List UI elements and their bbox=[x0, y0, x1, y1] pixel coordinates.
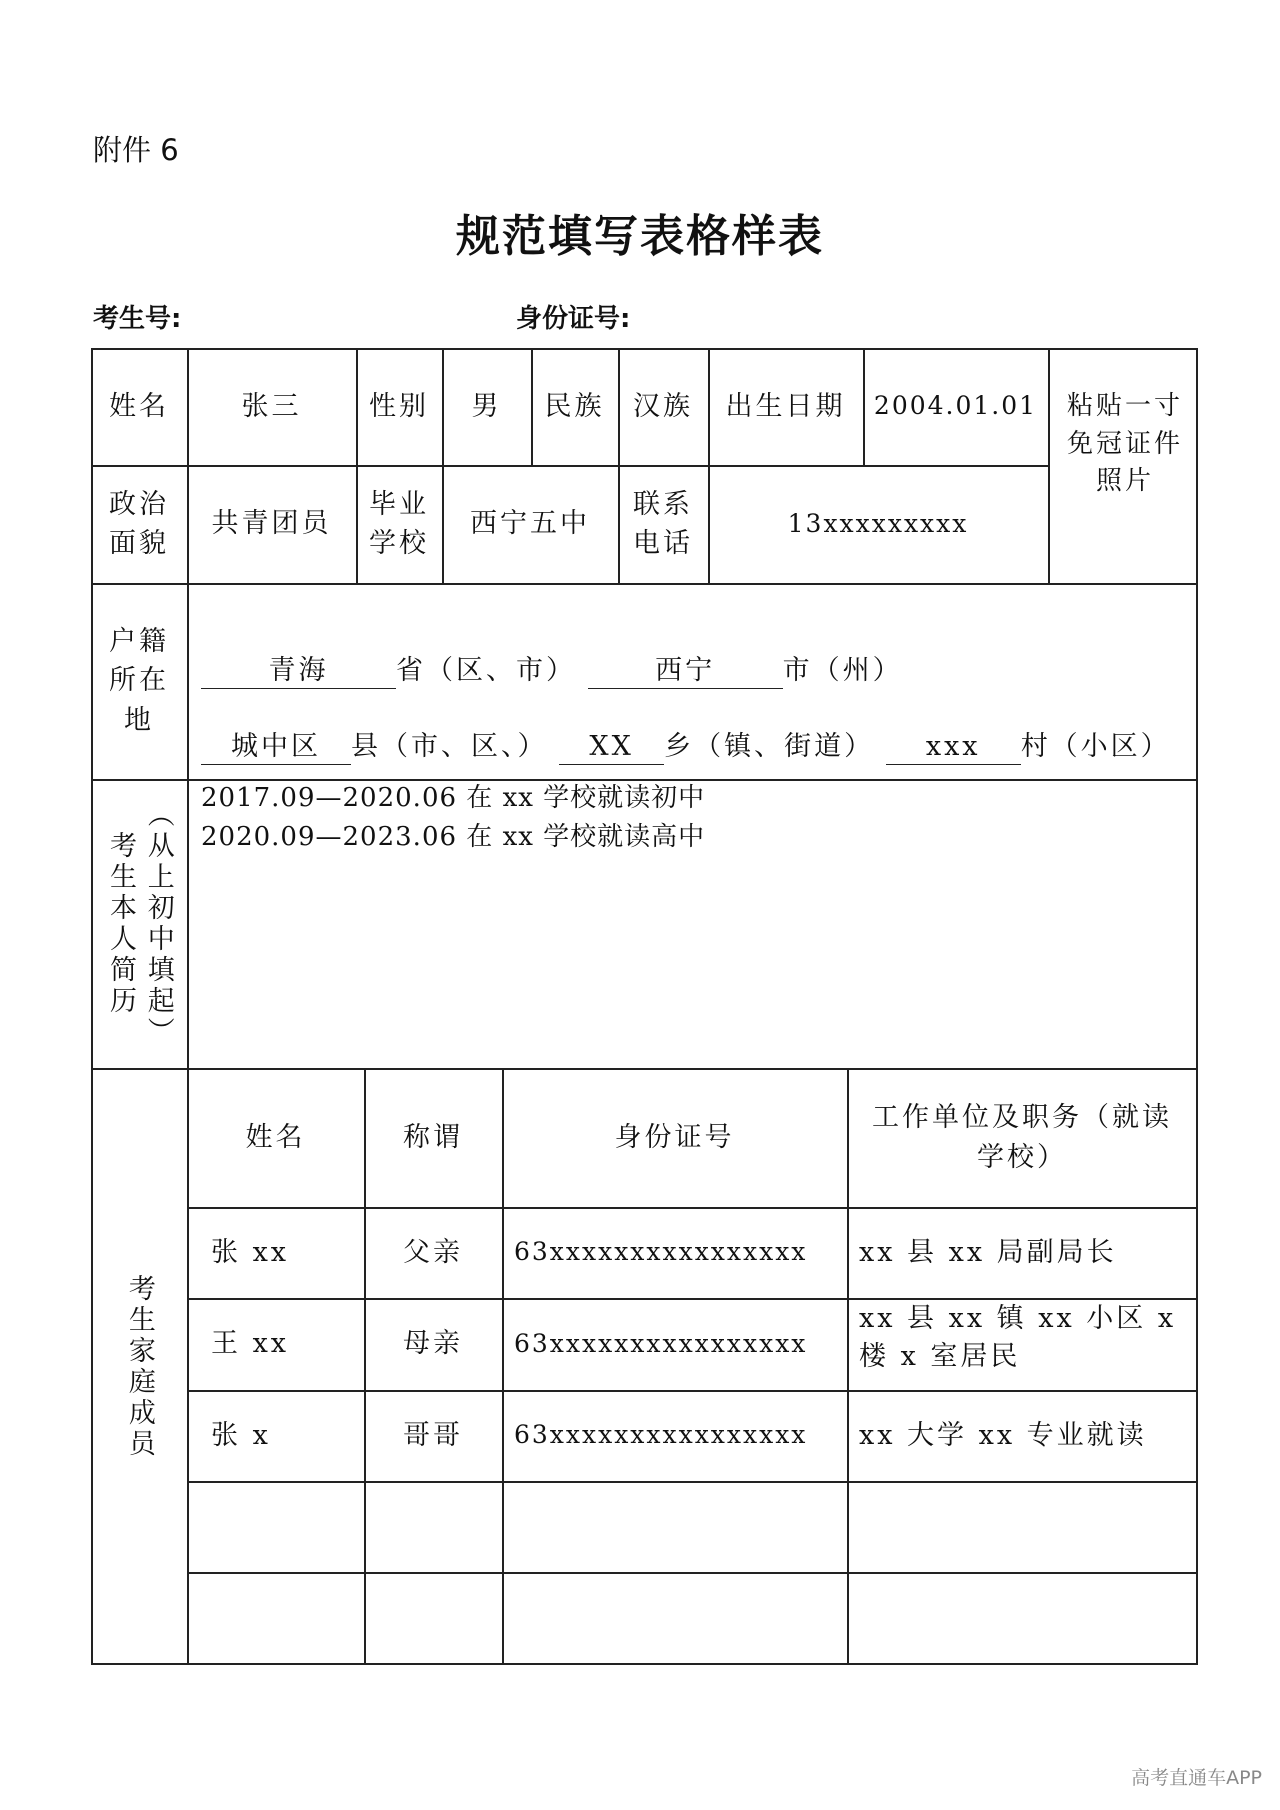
name-value: 张三 bbox=[241, 390, 302, 422]
family-member-name: 王 xx bbox=[211, 1328, 290, 1360]
school-label: 毕业学校 bbox=[369, 488, 429, 559]
family-header-work: 工作单位及职务（就读学校） bbox=[872, 1102, 1172, 1173]
resume-entries bbox=[201, 779, 705, 857]
hukou-line-1 bbox=[201, 648, 903, 689]
resume-line: 2020.09—2023.06 在 xx 学校就读高中 bbox=[201, 822, 706, 852]
name-label: 姓名 bbox=[109, 390, 169, 422]
political-status-value: 共青团员 bbox=[211, 508, 332, 540]
family-header-id: 身份证号 bbox=[614, 1121, 735, 1153]
family-member-name bbox=[187, 1481, 364, 1572]
resume-label-cell bbox=[91, 779, 187, 1068]
hukou-label: 户籍所在地 bbox=[109, 626, 169, 736]
family-member-id: 63xxxxxxxxxxxxxxxx bbox=[514, 1237, 808, 1267]
family-member-name bbox=[187, 1572, 364, 1663]
watermark: 高考直通车APP bbox=[1131, 1767, 1262, 1789]
hukou-city-suffix: 市（州） bbox=[782, 655, 903, 686]
family-label: 考生家庭成员 bbox=[123, 1273, 155, 1460]
gender-value: 男 bbox=[471, 390, 502, 422]
attachment-label: 附件 6 bbox=[93, 133, 179, 167]
hukou-town-suffix: 乡（镇、街道） bbox=[664, 731, 875, 762]
hukou-village: xxx bbox=[886, 729, 1021, 765]
family-member-work: xx 大学 xx 专业就读 bbox=[859, 1419, 1147, 1451]
phone-value: 13xxxxxxxxx bbox=[787, 508, 969, 538]
hukou-village-suffix: 村（小区） bbox=[1020, 731, 1171, 762]
registration-form-table bbox=[91, 348, 1198, 1665]
resume-label-note: （从上初中填起） bbox=[142, 799, 174, 1048]
ethnicity-label: 民族 bbox=[544, 390, 605, 422]
resume-label: 考生本人简历 bbox=[105, 830, 136, 1017]
gender-label: 性别 bbox=[369, 390, 429, 422]
family-label-cell bbox=[91, 1068, 187, 1665]
family-member-name: 张 xx bbox=[211, 1236, 290, 1268]
photo-placeholder: 粘贴一寸免冠证件照片 bbox=[1066, 391, 1183, 497]
hukou-county-suffix: 县（市、区、） bbox=[351, 731, 548, 762]
family-member-relation: 母亲 bbox=[403, 1328, 463, 1360]
family-member-id: 63xxxxxxxxxxxxxxxx bbox=[514, 1328, 808, 1358]
hukou-province-suffix: 省（区、市） bbox=[396, 655, 576, 686]
hukou-town: XX bbox=[559, 729, 664, 765]
family-header-relation: 称谓 bbox=[403, 1121, 463, 1153]
birth-date-label: 出生日期 bbox=[725, 390, 846, 422]
birth-date-value: 2004.01.01 bbox=[873, 391, 1038, 421]
hukou-city: 西宁 bbox=[588, 653, 783, 689]
page-title: 规范填写表格样表 bbox=[456, 211, 824, 262]
ethnicity-value: 汉族 bbox=[633, 390, 693, 422]
political-status-label: 政治面貌 bbox=[109, 488, 169, 559]
hukou-line-2 bbox=[201, 724, 1171, 765]
family-member-work: xx 县 xx 局副局长 bbox=[859, 1236, 1117, 1268]
hukou-province: 青海 bbox=[201, 653, 396, 689]
exam-number-label: 考生号: bbox=[93, 304, 182, 334]
family-member-relation: 哥哥 bbox=[403, 1419, 463, 1451]
family-member-relation: 父亲 bbox=[403, 1236, 463, 1268]
family-member-id: 63xxxxxxxxxxxxxxxx bbox=[514, 1420, 808, 1450]
id-number-label: 身份证号: bbox=[516, 304, 631, 334]
family-header-name: 姓名 bbox=[245, 1121, 306, 1153]
family-member-name: 张 x bbox=[211, 1419, 271, 1451]
resume-line: 2017.09—2020.06 在 xx 学校就读初中 bbox=[201, 783, 706, 813]
family-member-work: xx 县 xx 镇 xx 小区 x 楼 x 室居民 bbox=[859, 1303, 1177, 1372]
phone-label: 联系电话 bbox=[633, 488, 693, 559]
hukou-county: 城中区 bbox=[201, 729, 351, 765]
school-value: 西宁五中 bbox=[470, 508, 590, 540]
